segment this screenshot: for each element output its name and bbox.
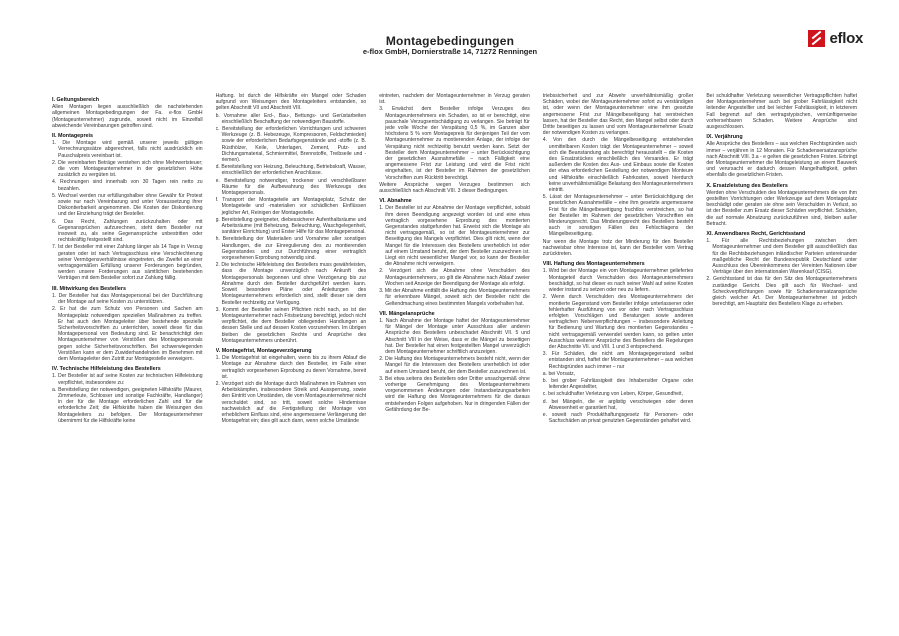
clause-item: 2. Die technische Hilfeleistung des Bestellers muss gewährleisten, dass die Montage unverzüglich nach Ankunft des Montagepersonals begonnen und ohne Verzögerung bis zur Abnahme durch den Besteller durchgeführt werden kann. Soweit besondere Pläne oder Anleitungen des Montageunternehmers erforderlich sind, stellt dieser sie dem Besteller rechtzeitig zur Verfügung.	[215, 262, 367, 306]
paragraph: Allen Montagen liegen ausschließlich die nachstehenden allgemeinen Montagebedingungen der Fa. e-flox GmbH (Montageunternehmer) zugrunde, soweit nicht im Einzelfall abweichende Vereinbarungen getroffen sind.	[52, 104, 203, 129]
clause-item: 4. Rechnungen sind innerhalb von 30 Tagen rein netto zu bezahlen.	[52, 179, 203, 192]
section-heading: VII. Mängelansprüche	[379, 310, 435, 317]
clause-item: g. Bereitstellung geeigneter, diebessicherer Aufenthaltsräume und Arbeitsräume (mit Beheizung, Beleuchtung, Waschgelegenheit, sanitärer Einrichtung) und Erster Hilfe für das Montagepersonal.	[215, 216, 367, 236]
clause-item: 1. Nach Abnahme der Montage haftet der Montageunternehmer für Mängel der Montage unter Ausschluss aller anderen Ansprüche des Bestellers unbeschadet Abschnitt VII. 5 und Abschnitt VIII in der Weise, dass er die Mängel zu beseitigen hat. Der Besteller hat einen festgestellten Mangel unverzüglich dem Montageunternehmer schriftlich anzuzeigen.	[379, 317, 530, 355]
clause-item: 1. Der Besteller hat das Montagepersonal bei der Durchführung der Montage auf seine Kosten zu unterstützen.	[52, 292, 203, 306]
clause-item: 3. Erwächst dem Besteller infolge Verzuges des Montageunternehmers ein Schaden, so ist er berechtigt, eine pauschale Verzugsentschädigung zu verlangen. Sie beträgt für jede volle Woche der Verspätung 0,5 %, im Ganzen aber höchstens 5 % vom Montagepreis für denjenigen Teil der vom Montageunternehmer zu montierenden Anlage, der infolge der Verspätung nicht rechtzeitig benutzt werden kann. Setzt der Besteller dem Montageunternehmer – unter Berücksichtigung der gesetzlichen Ausnahmefälle – nach Fälligkeit eine angemessene Frist zur Leistung und wird die Frist nicht eingehalten, ist der Besteller im Rahmen der gesetzlichen Vorschriften zum Rücktritt berechtigt.	[379, 106, 530, 181]
clause-item: 4. Von den durch die Mängelbeseitigung entstehenden unmittelbaren Kosten trägt der Montageunternehmer – soweit sich die Beanstandung als berechtigt herausstellt – die Kosten des Ersatzstückes einschließlich des Versandes. Er trägt außerdem die Kosten des Aus- und Einbaus sowie die Kosten der etwa erforderlichen Gestellung der notwendigen Monteure und Hilfskräfte einschließlich Fahrkosten, soweit hierdurch keine unverhältnismäßige Belastung des Montageunternehmers eintritt.	[542, 137, 694, 194]
paragraph: Bei schuldhafter Verletzung wesentlicher Vertragspflichten haftet der Montageunternehmer auch bei grober Fahrlässigkeit nicht leitender Angestellter und bei leichter Fahrlässigkeit, in letzterem Fall begrenzt auf den vertragstypischen, vernünftigerweise vorhersehbaren Schaden. Weitere Ansprüche sind ausgeschlossen.	[706, 93, 857, 131]
column-5	[706, 93, 857, 633]
clause-item: d. bei Mängeln, die er arglistig verschwiegen oder deren Abwesenheit er garantiert hat,	[542, 398, 694, 411]
clause-item: 7. Ist der Besteller mit einer Zahlung länger als 14 Tage in Verzug geraten oder ist nach Vertragsschluss eine Verschlechterung seiner Vermögensverhältnisse eingetreten, die Zweifel an einer vertragsgemäßen Erfüllung unserer Forderungen begründen, werden unsere Forderungen aus sämtlichen bestehenden Verträgen mit dem Besteller sofort zur Zahlung fällig.	[52, 244, 203, 282]
column-4	[543, 93, 694, 633]
paragraph: Alle Ansprüche des Bestellers – aus welchen Rechtsgründen auch immer – verjähren in 12 Monaten. Für Schadensersatzansprüche nach Abschnitt VIII. 3.a - e gelten die gesetzlichen Fristen. Erbringt der Montageunternehmer die Montageleistung an einem Bauwerk und verursacht er dadurch dessen Mangelhaftigkeit, gelten ebenfalls die gesetzlichen Fristen.	[706, 141, 857, 179]
column-3	[379, 93, 530, 633]
section-heading: VIII. Haftung des Montageunternehmers	[542, 261, 645, 268]
paragraph: Weitere Ansprüche wegen Verzuges bestimmen sich ausschließlich nach Abschnitt VIII. 3 dieser Bedingungen.	[379, 181, 530, 195]
section-heading: IX. Verjährung	[706, 134, 743, 141]
clause-item: 6. Das Recht, Zahlungen zurückzuhalten oder mit Gegenansprüchen aufzurechnen, steht dem Besteller nur insoweit zu, als seine Gegenansprüche unbestritten oder rechtskräftig festgestellt sind.	[52, 218, 203, 244]
clause-item: 3. Kommt der Besteller seinen Pflichten nicht nach, so ist der Montageunternehmer nach Fristsetzung berechtigt, jedoch nicht verpflichtet, die dem Besteller obliegenden Handlungen an dessen Stelle und auf dessen Kosten vorzunehmen. Im übrigen bleiben die gesetzlichen Rechte und Ansprüche des Montageunternehmers unberührt.	[215, 306, 367, 344]
paragraph: eintreten, nachdem der Montageunternehmer in Verzug geraten ist.	[379, 93, 530, 106]
column-1	[52, 93, 203, 633]
clause-item: 1. Für alle Rechtsbeziehungen zwischen dem Montageunternehmer und dem Besteller gilt ausschließlich das für die Rechtsbeziehungen inländischer Parteien untereinander maßgebliche Recht der Bundesrepublik Deutschland unter Ausschluss des Übereinkommens der Vereinten Nationen über Verträge über den internationalen Warenkauf (CISG).	[706, 238, 857, 276]
section-heading: XI. Anwendbares Recht, Gerichtsstand	[706, 231, 806, 238]
clause-item: 2. Er hat die zum Schutz von Personen und Sachen am Montageplatz notwendigen speziellen Maßnahmen zu treffen. Er hat auch den Montageleiter über bestehende spezielle Sicherheitsvorschriften zu unterrichten, soweit diese für das Montagepersonal von Bedeutung sind. Er benachrichtigt den Montageunternehmer von Verstößen des Montagepersonals gegen solche Sicherheitsvorschriften. Bei schwerwiegenden Verstößen kann er dem Zuwiderhandelnden im Benehmen mit dem Montageleiter den Zutritt zur Montagestelle verweigern.	[52, 306, 203, 362]
clause-item: a. bei Vorsatz,	[542, 370, 576, 377]
clause-item: 1. Die Montagefrist ist eingehalten, wenn bis zu ihrem Ablauf die Montage zur Abnahme durch den Besteller, im Falle einer vertraglich vorgesehenen Erprobung zu deren Vornahme, bereit ist.	[215, 355, 367, 380]
clause-item: 1. Die Montage wird gemäß unserer jeweils gültigen Verrechnungssätze abgerechnet, falls nicht ausdrücklich ein Pauschalpreis vereinbart ist.	[52, 140, 203, 159]
clause-item: 1. Wird bei der Montage ein vom Montageunternehmer geliefertes Montageteil durch Verschulden des Montageunternehmers beschädigt, so hat dieser es nach seiner Wahl auf seine Kosten wieder instand zu setzen oder neu zu liefern.	[542, 268, 694, 294]
clause-item: 3. Für Schäden, die nicht am Montagegegenstand selbst entstanden sind, haftet der Montageunternehmer – aus welchen Rechtsgründen auch immer – nur	[542, 351, 694, 370]
clause-item: h. Bereitstellung der Materialien und Vornahme aller sonstigen Handlungen, die zur Einregulierung des zu montierenden Gegenstandes und zur Durchführung einer vertraglich vorgesehenen Erprobung notwendig sind.	[215, 236, 367, 262]
clause-item: e. soweit nach Produkthaftungsgesetz für Personen- oder Sachschäden an privat genutzten Gegenständen gehaftet wird.	[542, 411, 694, 425]
section-heading: III. Mitwirkung des Bestellers	[52, 285, 126, 292]
company-address: e-flox GmbH, Dornierstraße 14, 71272 Renningen	[362, 47, 538, 56]
section-heading: VI. Abnahme	[379, 198, 412, 205]
clause-item: 1. Der Besteller ist zur Abnahme der Montage verpflichtet, sobald ihm deren Beendigung angezeigt worden ist und eine etwa vertraglich vorgesehene Erprobung des montierten Gegenstandes stattgefunden hat. Erweist sich die Montage als nicht vertragsgemäß, so ist der Montageunternehmer zur Beseitigung des Mangels verpflichtet. Dies gilt nicht, wenn der Mangel für die Interessen des Bestellers unerheblich ist oder auf einem Umstand beruht, der dem Besteller zuzurechnen ist. Liegt ein nicht wesentlicher Mangel vor, so kann der Besteller die Abnahme nicht verweigern.	[379, 205, 530, 268]
clause-item: c. bei schuldhafter Verletzung von Leben, Körper, Gesundheit,	[542, 391, 683, 398]
section-heading: II. Montagepreis	[52, 133, 94, 140]
paragraph: Werden ohne Verschulden des Montageunternehmers die von ihm gestellten Vorrichtungen oder Werkzeuge auf dem Montageplatz beschädigt oder geraten sie ohne sein Verschulden in Verlust, so ist der Besteller zum Ersatz dieser Schäden verpflichtet. Schäden, die auf normale Abnutzung zurückzuführen sind, bleiben außer Betracht.	[706, 189, 857, 227]
clause-item: a. Bereitstellung der notwendigen, geeigneten Hilfskräfte (Maurer, Zimmerleute, Schlosser und sonstige Fachkräfte, Handlanger) in der für die Montage erforderlichen Zahl und für die erforderliche Zeit; die Hilfskräfte haben die Weisungen des Montageleiters zu befolgen. Der Montageunternehmer übernimmt für die Hilfskräfte keine	[52, 386, 203, 424]
clause-item: 2. Die vereinbarten Beträge verstehen sich ohne Mehrwertsteuer; die vom Montageunternehmer in der gesetzlichen Höhe zusätzlich zu vergüten ist.	[52, 159, 203, 179]
clause-item: d. Bereitstellung von Heizung, Beleuchtung, Betriebskraft, Wasser, einschließlich der erforderlichen Anschlüsse.	[215, 164, 367, 177]
clause-item: 2. Gerichtsstand ist das für den Sitz des Montageunternehmers zuständige Gericht. Dies gilt auch für Wechsel- und Scheckverpflichtungen sowie für Schadensersatzansprüche gleich welcher Art. Der Montageunternehmer ist jedoch berechtigt, am Hauptsitz des Bestellers Klage zu erheben.	[706, 276, 857, 308]
section-heading: I. Geltungsbereich	[52, 97, 100, 103]
clause-item: 2. Verzögert sich die Abnahme ohne Verschulden des Montageunternehmers, so gilt die Abnahme nach Ablauf zweier Wochen seit Anzeige der Beendigung der Montage als erfolgt.	[379, 268, 530, 287]
eflox-logo-icon	[808, 30, 825, 47]
clause-item: e. Bereitstellung notwendiger, trockener und verschließbarer Räume für die Aufbewahrung des Werkzeugs des Montagepersonals.	[215, 177, 367, 197]
section-heading: X. Ersatzleistung des Bestellers	[706, 182, 788, 189]
clause-item: c. Bereitstellung der erforderlichen Vorrichtungen und schweren Werkzeuge (z. B. Hebezeuge, Kompressoren, Feldschmieden) sowie der erforderlichen Bedarfsgegenstände und -stoffe (z. B. Rüsthölzer, Keile, Unterlagen, Zement, Putz- und Dichtungsmaterial, Schmiermittel, Brennstoffe, Treibseile und -riemen).	[215, 126, 367, 164]
company-logo	[808, 28, 863, 48]
paragraph: Haftung. Ist durch die Hilfskräfte ein Mangel oder Schaden aufgrund von Weisungen des Montageleiters entstanden, so gelten Abschnitt VII und Abschnitt VIII.	[215, 93, 367, 112]
clause-item: b. Vornahme aller Erd-, Bau-, Bettungs- und Gerüstarbeiten einschließlich Beschaffung der notwendigen Baustoffe.	[215, 112, 367, 125]
paragraph: triebssicherheit und zur Abwehr unverhältnismäßig großer Schäden, wobei der Montageunternehmer sofort zu verständigen ist, oder wenn der Montageunternehmer eine ihm gesetzte angemessene Frist zur Mängelbeseitigung hat verstreichen lassen, hat der Besteller das Recht, den Mangel selbst oder durch Dritte beseitigen zu lassen und vom Montageunternehmer Ersatz der notwendigen Kosten zu verlangen.	[542, 93, 694, 137]
column-2	[216, 93, 367, 633]
clause-item: 2. Wenn durch Verschulden des Montageunternehmers der montierte Gegenstand vom Besteller infolge unterlassener oder fehlerhafter Ausführung von vor oder nach Vertragsschluss erfolgten Vorschlägen und Beratungen sowie anderen vertraglichen Nebenverpflichtungen – insbesondere Anleitung für Bedienung und Wartung des montierten Gegenstandes – nicht vertragsgemäß verwendet werden kann, so gelten unter Ausschluss weiterer Ansprüche des Bestellers die Regelungen der Abschnitte VII. und VIII. 1 und 3 entsprechend.	[542, 294, 694, 350]
clause-item: f. Transport der Montageteile am Montageplatz, Schutz der Montageteile und -materialien vor schädlichen Einflüssen jeglicher Art, Reinigen der Montagestelle.	[215, 197, 367, 216]
clause-item: 2. Die Haftung des Montageunternehmers besteht nicht, wenn der Mangel für die Interessen des Bestellers unerheblich ist oder auf einem Umstand beruht, der dem Besteller zuzurechnen ist.	[379, 356, 530, 375]
clause-item: b. bei grober Fahrlässigkeit des Inhabers/der Organe oder leitender Angestellter,	[542, 377, 694, 391]
clause-item: 5. Lässt der Montageunternehmer – unter Berücksichtigung der gesetzlichen Ausnahmefälle – eine ihm gesetzte angemessene Frist für die Mängelbeseitigung fruchtlos verstreichen, so hat der Besteller im Rahmen der gesetzlichen Vorschriften ein Minderungsrecht. Das Minderungsrecht des Bestellers besteht auch in sonstigen Fällen des Fehlschlagens der Mängelbeseitigung.	[542, 194, 694, 238]
paragraph: Nur wenn die Montage trotz der Minderung für den Besteller nachweisbar ohne Interesse ist, kann der Besteller vom Vertrag zurücktreten.	[542, 238, 694, 258]
clause-item: 1. Der Besteller ist auf seine Kosten zur technischen Hilfeleistung verpflichtet, insbesondere zu:	[52, 373, 203, 386]
logo-text: eflox	[829, 29, 863, 47]
document-title: Montagebedingungen	[385, 34, 515, 48]
section-heading: IV. Technische Hilfeleistung des Bestellers	[52, 366, 161, 373]
terms-columns	[52, 93, 857, 633]
clause-item: 2. Verzögert sich die Montage durch Maßnahmen im Rahmen von Arbeitskämpfen, insbesondere Streik und Aussperrung, sowie den Eintritt von Umständen, die vom Montageunternehmer nicht verschuldet sind, so tritt, soweit solche Hindernisse nachweislich auf die Fertigstellung der Montage von erheblichem Einfluss sind, eine angemessene Verlängerung der Montagefrist ein; dies gilt auch dann, wenn solche Umstände	[215, 380, 367, 425]
clause-item: 5. Wechsel werden nur erfüllungshalber ohne Gewähr für Protest sowie nur nach Vereinbarung und unter Voraussetzung ihrer Diskontierbarkeit angenommen. Die Kosten der Diskontierung und der Einziehung trägt der Besteller.	[52, 192, 203, 218]
clause-item: 3. Bei etwa seitens des Bestellers oder Dritter unsachgemäß ohne vorherige Genehmigung des Montageunternehmers vorgenommenen Änderungen oder Instandsetzungsarbeiten wird die Haftung des Montageunternehmers für die daraus entstehenden Folgen aufgehoben. Nur in dringenden Fällen der Gefährdung der Be-	[379, 375, 530, 413]
section-heading: V. Montagefrist, Montageverzögerung	[215, 347, 312, 354]
clause-item: 3. Mit der Abnahme entfällt die Haftung des Montageunternehmers für erkennbare Mängel, soweit sich der Besteller nicht die Geltendmachung eines bestimmten Mangels vorbehalten hat.	[379, 288, 530, 307]
